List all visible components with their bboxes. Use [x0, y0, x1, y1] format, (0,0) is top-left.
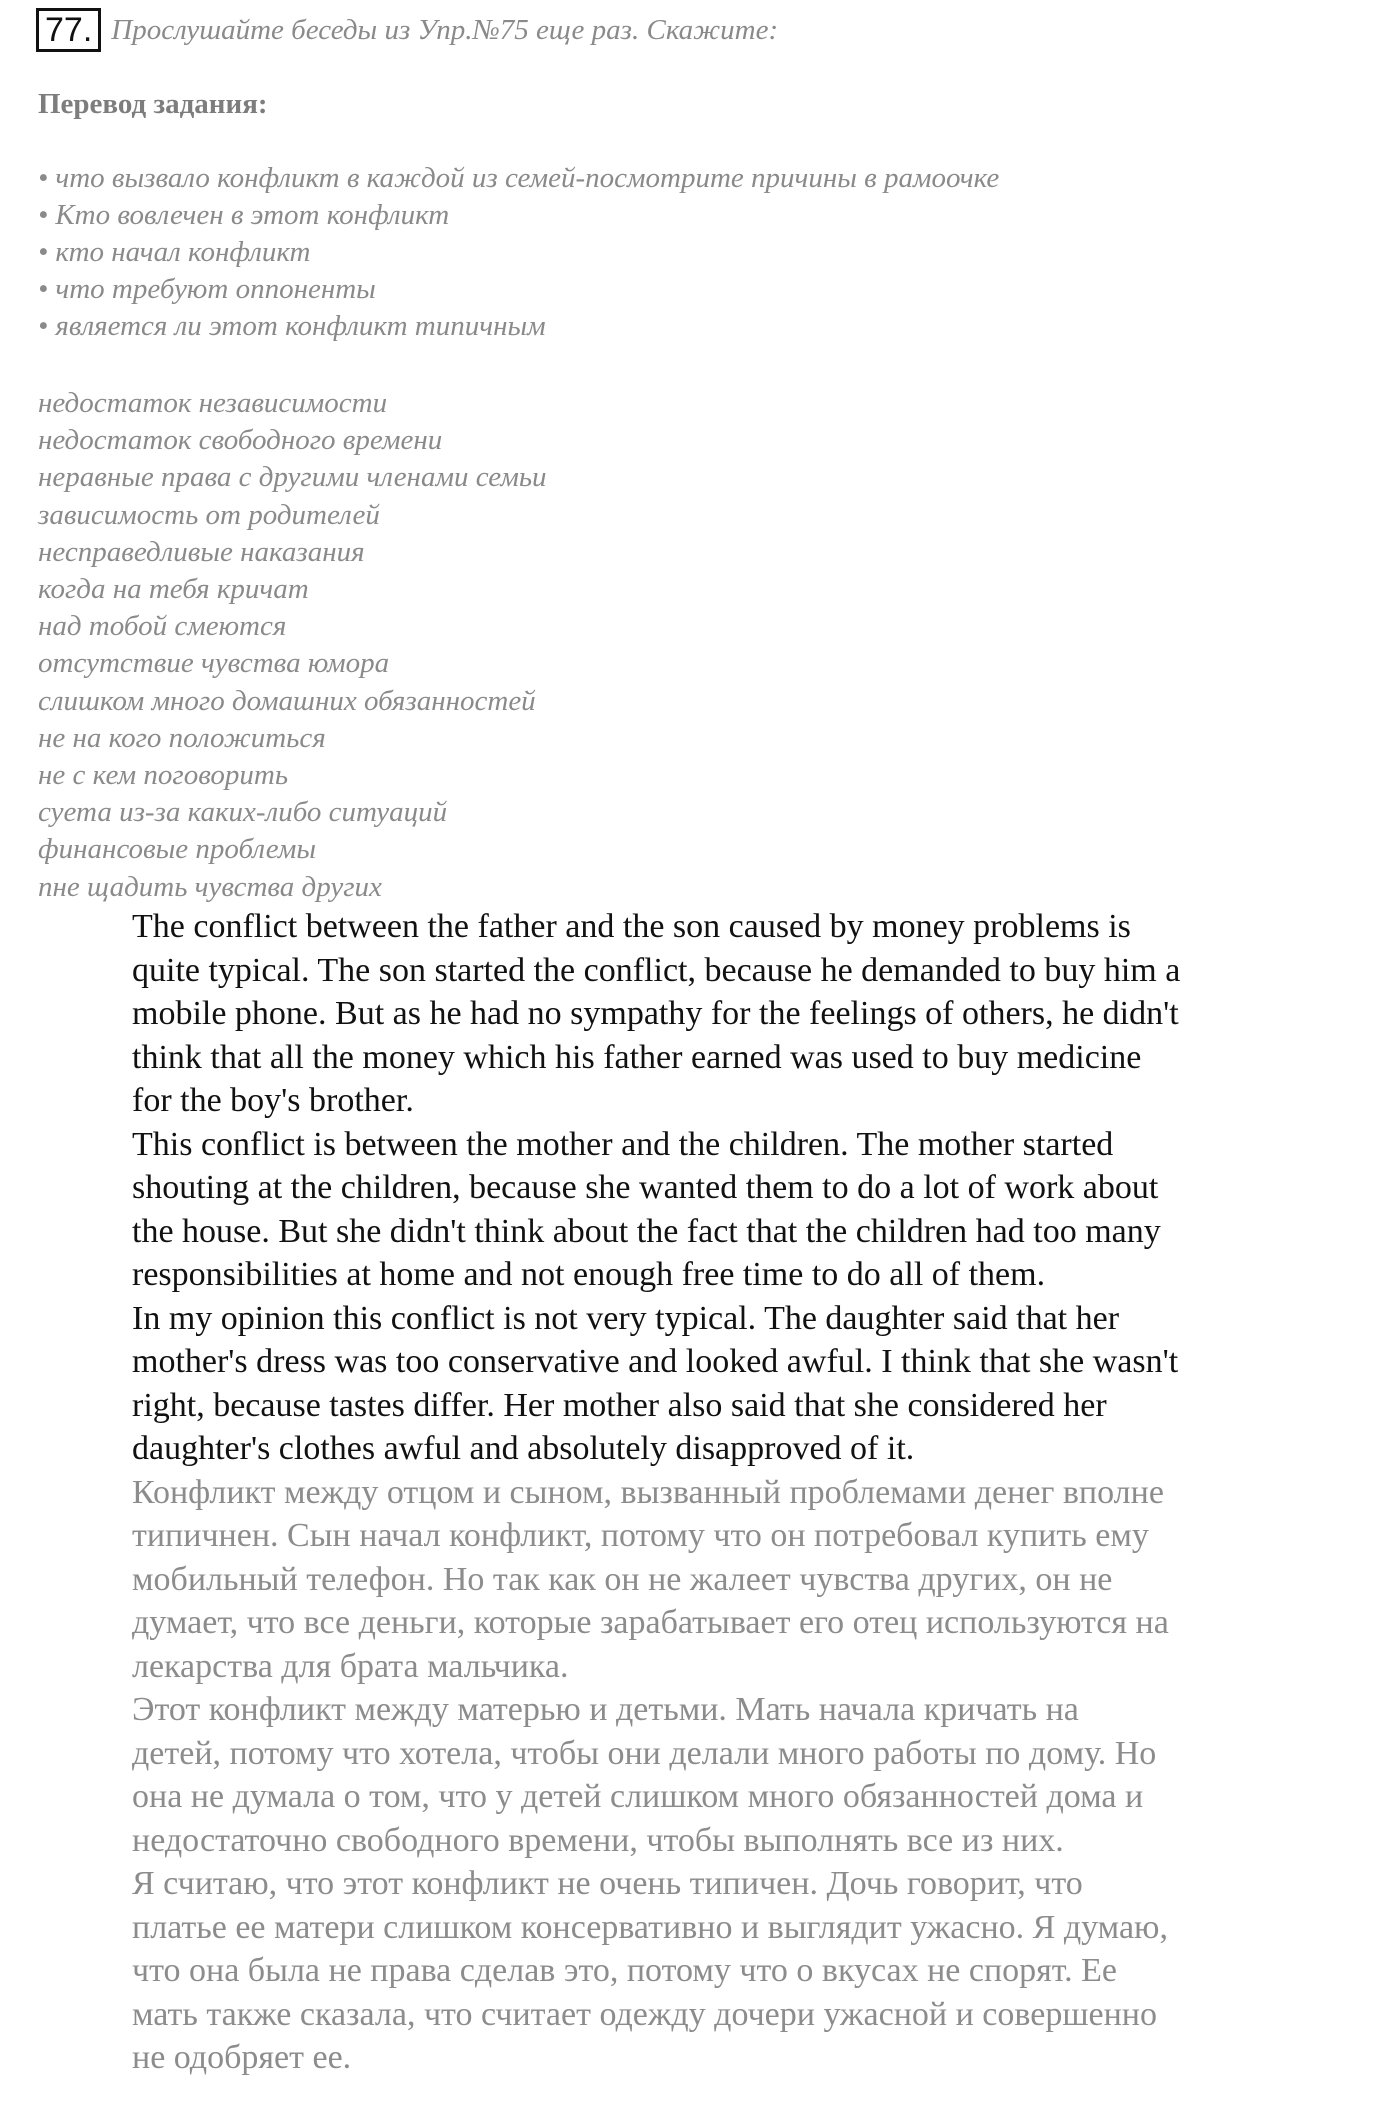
answer-en-paragraph-1 — [132, 905, 1332, 1123]
text-line: Этот конфликт между матерью и детьми. Мать начала кричать на — [132, 1691, 1079, 1728]
answer-text — [132, 905, 1332, 2080]
text-line: mother's dress was too conservative and looked awful. I think that she wasn't — [132, 1343, 1179, 1380]
text-line: think that all the money which his father earned was used to buy medicine — [132, 1038, 1142, 1076]
conflict-reason: отсутствие чувства юмора — [38, 647, 390, 680]
task-bullet: • кто начал конфликт — [38, 236, 311, 268]
conflict-reason: несправедливые наказания — [38, 535, 365, 568]
text-line: Конфликт между отцом и сыном, вызванный проблемами денег вполне — [132, 1473, 1164, 1511]
text-line: responsibilities at home and not enough free time to do all of them. — [132, 1256, 1046, 1293]
text-line: shouting at the children, because she wanted them to do a lot of work about — [132, 1169, 1159, 1206]
conflict-reason: неравные права с другими членами семьи — [38, 461, 547, 494]
conflict-reason: финансовые проблемы — [38, 833, 317, 866]
conflict-reason: недостаток независимости — [38, 387, 388, 419]
conflict-reason: зависимость от родителей — [38, 498, 380, 531]
text-line: недостаточно свободного времени, чтобы выполнять все из них. — [132, 1821, 1064, 1859]
text-line: daughter's clothes awful and absolutely disapproved of it. — [132, 1430, 915, 1467]
text-line: лекарства для брата мальчика. — [132, 1647, 569, 1685]
task-bullet: • что вызвало конфликт в каждой из семей-посмотрите причины в рамоочке — [38, 162, 1000, 194]
text-line: Я считаю, что этот конфликт не очень типичен. Дочь говорит, что — [132, 1865, 1083, 1902]
text-line: мобильный телефон. Но так как он не жалеет чувства других, он не — [132, 1560, 1113, 1598]
text-line: платье ее матери слишком консервативно и выглядит ужасно. Я думаю, — [132, 1908, 1168, 1946]
conflict-reason: не на кого положиться — [38, 721, 326, 754]
text-line: for the boy's brother. — [132, 1082, 414, 1119]
text-line: она не думала о том, что у детей слишком много обязанностей дома и — [132, 1778, 1144, 1815]
conflict-reason: не с кем поговорить — [38, 759, 289, 792]
answer-en-paragraph-2 — [132, 1123, 1332, 1297]
conflict-reason: суета из-за каких-либо ситуаций — [38, 796, 448, 829]
task-bullet: • Кто вовлечен в этот конфликт — [38, 199, 450, 231]
text-line: не одобряет ее. — [132, 2039, 352, 2076]
text-line: This conflict is between the mother and the children. The mother started — [132, 1125, 1114, 1163]
conflict-reason: когда на тебя кричат — [38, 573, 309, 606]
text-line: типичнен. Сын начал конфликт, потому что он потребовал купить ему — [132, 1517, 1149, 1554]
text-line: the house. But she didn't think about the fact that the children had too many — [132, 1212, 1161, 1250]
text-line: right, because tastes differ. Her mother also said that she considered her — [132, 1386, 1107, 1424]
task-bullet: • является ли этот конфликт типичным — [38, 310, 546, 342]
conflict-reason-list — [38, 385, 547, 906]
text-line: что она была не права сделав это, потому что о вкусах не спорят. Ее — [132, 1952, 1117, 1989]
answer-ru-paragraph-3 — [132, 1862, 1332, 2080]
text-line: quite typical. The son started the conflict, because he demanded to buy him a — [132, 951, 1181, 989]
answer-ru-paragraph-1 — [132, 1471, 1332, 1689]
answer-en-paragraph-3 — [132, 1297, 1332, 1471]
task-bullet: • что требуют оппоненты — [38, 273, 376, 305]
conflict-reason: слишком много домашних обязанностей — [38, 684, 536, 717]
conflict-reason: недостаток свободного времени — [38, 424, 443, 457]
answer-ru-paragraph-2 — [132, 1688, 1332, 1862]
text-line: думает, что все деньги, которые зарабатывает его отец используются на — [132, 1604, 1169, 1641]
exercise-number: 77. — [36, 8, 101, 52]
exercise-instruction: Прослушайте беседы из Упр.№75 еще раз. Скажите: — [111, 13, 779, 46]
translation-heading: Перевод задания: — [38, 88, 268, 120]
conflict-reason: над тобой смеются — [38, 610, 287, 643]
text-line: The conflict between the father and the son caused by money problems is — [132, 908, 1131, 945]
task-bullet-list — [38, 160, 999, 345]
text-line: мать также сказала, что считает одежду дочери ужасной и совершенно — [132, 1995, 1157, 2033]
text-line: детей, потому что хотела, чтобы они делали много работы по дому. Но — [132, 1734, 1157, 1772]
exercise-header — [36, 8, 778, 52]
text-line: In my opinion this conflict is not very typical. The daughter said that her — [132, 1299, 1120, 1337]
conflict-reason: nне щадить чувства других — [38, 870, 382, 903]
text-line: mobile phone. But as he had no sympathy for the feelings of others, he didn't — [132, 995, 1179, 1032]
